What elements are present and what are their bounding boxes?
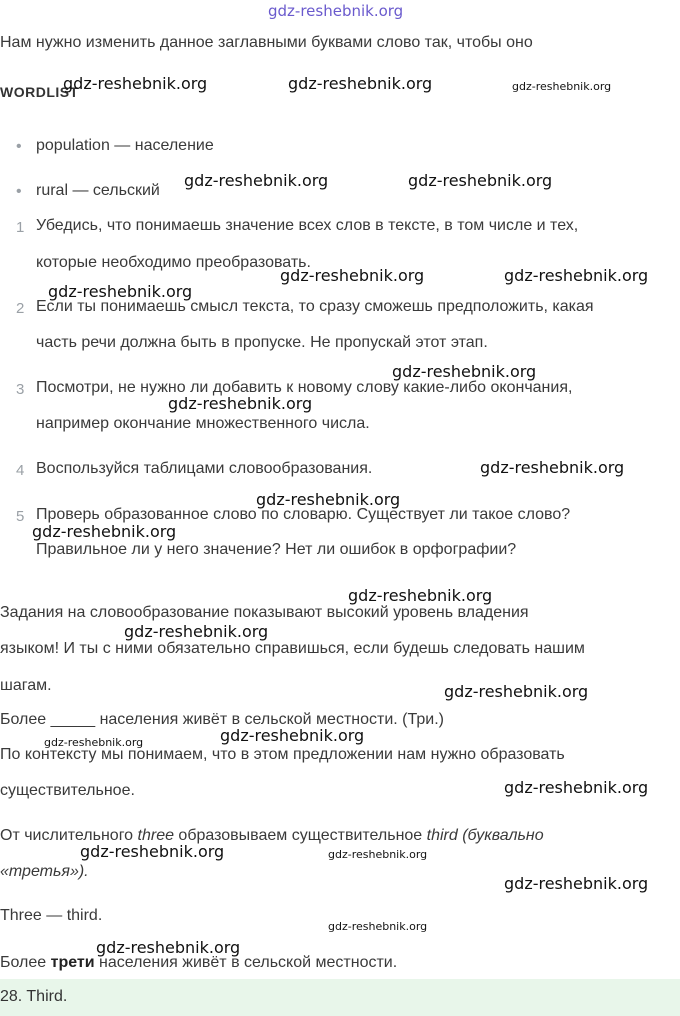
step-text: Если ты понимаешь смысл текста, то сразу сможешь предположить, какая: [36, 298, 594, 315]
step-number: 3: [16, 381, 25, 398]
step-text: Проверь образованное слово по словарю. Существует ли такое слово?: [36, 506, 571, 523]
watermark: gdz-reshebnik.org: [288, 74, 433, 93]
answer-text: 28. Third.: [0, 988, 68, 1005]
watermark: gdz-reshebnik.org: [220, 726, 365, 745]
bullet-icon: •: [16, 183, 22, 200]
intro-text: Нам нужно изменить данное заглавными буквами слово так, чтобы оно: [0, 34, 533, 51]
watermark: gdz-reshebnik.org: [168, 394, 313, 413]
answer-bar: [0, 979, 680, 1016]
watermark: gdz-reshebnik.org: [444, 682, 589, 701]
step-text: часть речи должна быть в пропуске. Не пропускай этот этап.: [36, 334, 488, 351]
paragraph-line: языком! И ты с ними обязательно справишься, если будешь следовать нашим: [0, 640, 585, 657]
watermark: gdz-reshebnik.org: [256, 490, 401, 509]
watermark: gdz-reshebnik.org: [328, 920, 428, 933]
watermark: gdz-reshebnik.org: [392, 362, 537, 381]
watermark: gdz-reshebnik.org: [408, 171, 553, 190]
watermark: gdz-reshebnik.org: [480, 458, 625, 477]
watermark: gdz-reshebnik.org: [124, 622, 269, 641]
derivation-line: «третья»).: [0, 863, 89, 880]
step-text: Воспользуйся таблицами словообразования.: [36, 460, 373, 477]
wordlist-item: rural — сельский: [36, 182, 160, 199]
step-number: 4: [16, 462, 25, 479]
step-number: 2: [16, 300, 25, 317]
step-text: которые необходимо преобразовать.: [36, 254, 311, 271]
paragraph-line: шагам.: [0, 677, 52, 694]
watermark: gdz-reshebnik.org: [32, 522, 177, 541]
result-sentence: Более трети населения живёт в сельской местности.: [0, 954, 398, 971]
step-text: Правильное ли у него значение? Нет ли ошибок в орфографии?: [36, 541, 517, 558]
derivation-line: От числительного three образовываем существительное third (буквально: [0, 827, 544, 844]
watermark: gdz-reshebnik.org: [48, 282, 193, 301]
watermark: gdz-reshebnik.org: [44, 736, 144, 749]
watermark: gdz-reshebnik.org: [63, 74, 208, 93]
step-number: 1: [16, 219, 25, 236]
bullet-icon: •: [16, 138, 22, 155]
paragraph-line: Задания на словообразование показывают высокий уровень владения: [0, 604, 529, 621]
step-text: Посмотри, не нужно ли добавить к новому слову какие-либо окончания,: [36, 379, 573, 396]
context-line: По контексту мы понимаем, что в этом предложении нам нужно образовать: [0, 746, 565, 763]
watermark: gdz-reshebnik.org: [96, 938, 241, 957]
step-text: например окончание множественного числа.: [36, 415, 370, 432]
watermark: gdz-reshebnik.org: [504, 778, 649, 797]
watermark: gdz-reshebnik.org: [504, 874, 649, 893]
watermark: gdz-reshebnik.org: [268, 2, 404, 20]
watermark: gdz-reshebnik.org: [512, 80, 612, 93]
task-sentence: Более _____ населения живёт в сельской местности. (Три.): [0, 711, 444, 728]
wordlist-title: WORDLIST: [0, 84, 79, 100]
pair-text: Three — third.: [0, 907, 103, 924]
step-number: 5: [16, 508, 25, 525]
watermark: gdz-reshebnik.org: [504, 266, 649, 285]
context-line: существительное.: [0, 782, 135, 799]
watermark: gdz-reshebnik.org: [184, 171, 329, 190]
wordlist-item: population — население: [36, 137, 214, 154]
watermark: gdz-reshebnik.org: [348, 586, 493, 605]
step-text: Убедись, что понимаешь значение всех слов в тексте, в том числе и тех,: [36, 217, 579, 234]
watermark: gdz-reshebnik.org: [80, 842, 225, 861]
watermark: gdz-reshebnik.org: [280, 266, 425, 285]
watermark: gdz-reshebnik.org: [328, 848, 428, 861]
